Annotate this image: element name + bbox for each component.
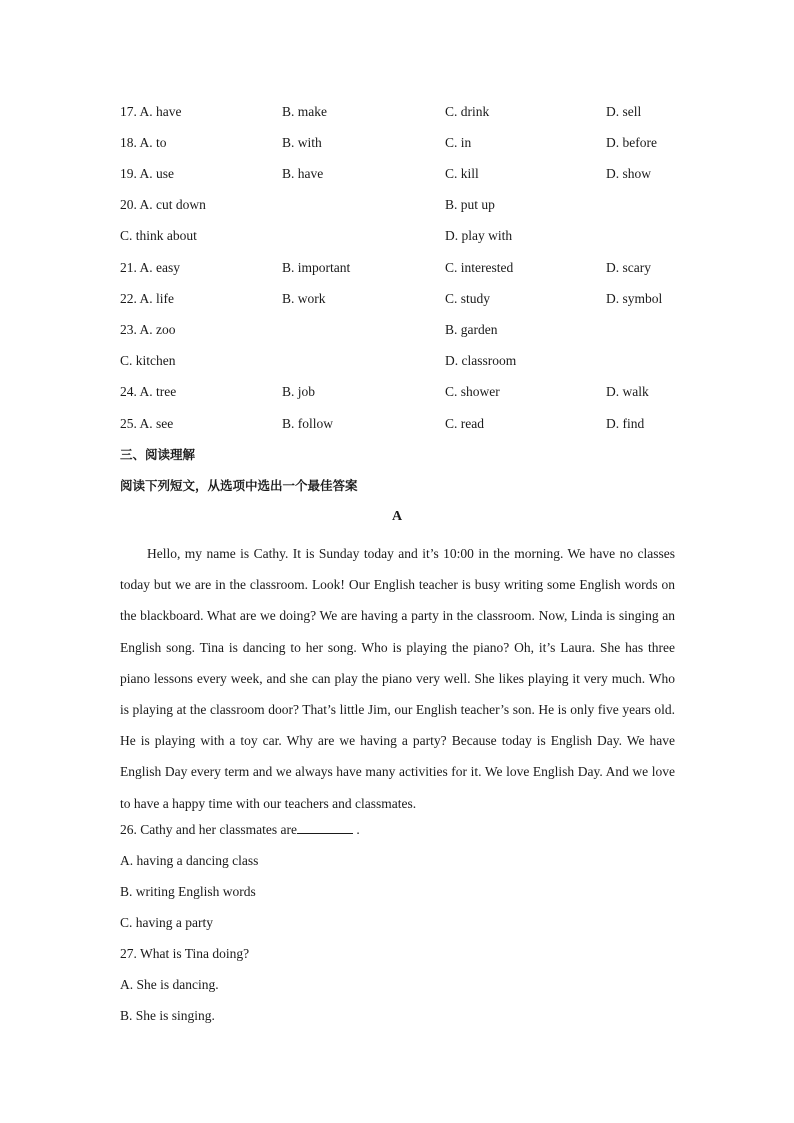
option-row — [120, 164, 680, 184]
answer-option: B. She is singing. — [120, 1008, 215, 1023]
option-row — [120, 289, 680, 309]
option-b: B. put up — [445, 197, 495, 212]
option-d: D. classroom — [445, 353, 517, 368]
option-b: B. have — [282, 166, 324, 181]
option-c: C. kitchen — [120, 353, 176, 368]
option-c: C. shower — [445, 384, 500, 399]
passage-paragraph: Hello, my name is Cathy. It is Sunday today and it’s 10:00 in the morning. We have no classes today but we are in the classroom. Look! Our English teacher is busy writing some English words on the blackboard. What are we doing? We are having a party in the classroom. Now, Linda is singing an English song. Tina is dancing to her song. Who is playing the piano? Oh, it’s Laura. She has three piano lessons every week, and she can play the piano very well. She likes playing it very much. Who is playing at the classroom door? That’s little Jim, our English teacher’s son. He is only five years old. He is playing with a toy car. Why are we having a party? Because today is English Day. We have English Day every term and we always have many activities for it. We love English Day. And we love to have a happy time with our teachers and classmates. — [120, 546, 675, 811]
option-b: B. job — [282, 384, 316, 399]
option-d: D. walk — [606, 384, 649, 399]
option-row — [120, 195, 680, 215]
option-a: 23. A. zoo — [120, 322, 176, 337]
option-c: C. interested — [445, 260, 514, 275]
option-b: B. with — [282, 135, 322, 150]
option-c: C. kill — [445, 166, 479, 181]
option-d: D. symbol — [606, 291, 663, 306]
question-stem: 26. Cathy and her classmates are — [120, 822, 297, 837]
question-end: . — [352, 822, 360, 837]
option-b: B. garden — [445, 322, 498, 337]
option-d: D. find — [606, 416, 645, 431]
question-27: 27. What is Tina doing? — [120, 946, 250, 961]
option-a: 17. A. have — [120, 104, 182, 119]
option-a: 21. A. easy — [120, 260, 180, 275]
instruction-text: 阅读下列短文，从选项中选出一个最佳答案 — [120, 478, 358, 493]
question-26 — [120, 820, 360, 840]
option-a: 20. A. cut down — [120, 197, 206, 212]
option-row — [120, 258, 680, 278]
passage-body — [120, 538, 675, 819]
option-row — [120, 320, 680, 340]
option-c: C. in — [445, 135, 472, 150]
option-row — [120, 102, 680, 122]
option-b: B. work — [282, 291, 326, 306]
option-b: B. make — [282, 104, 327, 119]
option-d: D. sell — [606, 104, 642, 119]
option-a: 25. A. see — [120, 416, 174, 431]
option-b: B. follow — [282, 416, 334, 431]
option-a: 22. A. life — [120, 291, 174, 306]
option-d: D. show — [606, 166, 652, 181]
answer-option: A. She is dancing. — [120, 977, 219, 992]
answer-option: B. writing English words — [120, 884, 256, 899]
section-heading: 三、阅读理解 — [120, 447, 196, 462]
passage-title: A — [391, 509, 403, 524]
option-d: D. before — [606, 135, 657, 150]
option-a: 24. A. tree — [120, 384, 177, 399]
answer-option: C. having a party — [120, 915, 213, 930]
option-c: C. read — [445, 416, 484, 431]
option-row — [120, 414, 680, 434]
option-a: 19. A. use — [120, 166, 174, 181]
option-d: D. scary — [606, 260, 651, 275]
answer-blank — [297, 820, 353, 834]
option-b: B. important — [282, 260, 351, 275]
option-c: C. think about — [120, 228, 197, 243]
option-row — [120, 351, 680, 371]
answer-option: A. having a dancing class — [120, 853, 259, 868]
option-row — [120, 382, 680, 402]
option-row — [120, 226, 680, 246]
option-a: 18. A. to — [120, 135, 167, 150]
option-c: C. drink — [445, 104, 490, 119]
option-row — [120, 133, 680, 153]
option-c: C. study — [445, 291, 491, 306]
option-d: D. play with — [445, 228, 513, 243]
